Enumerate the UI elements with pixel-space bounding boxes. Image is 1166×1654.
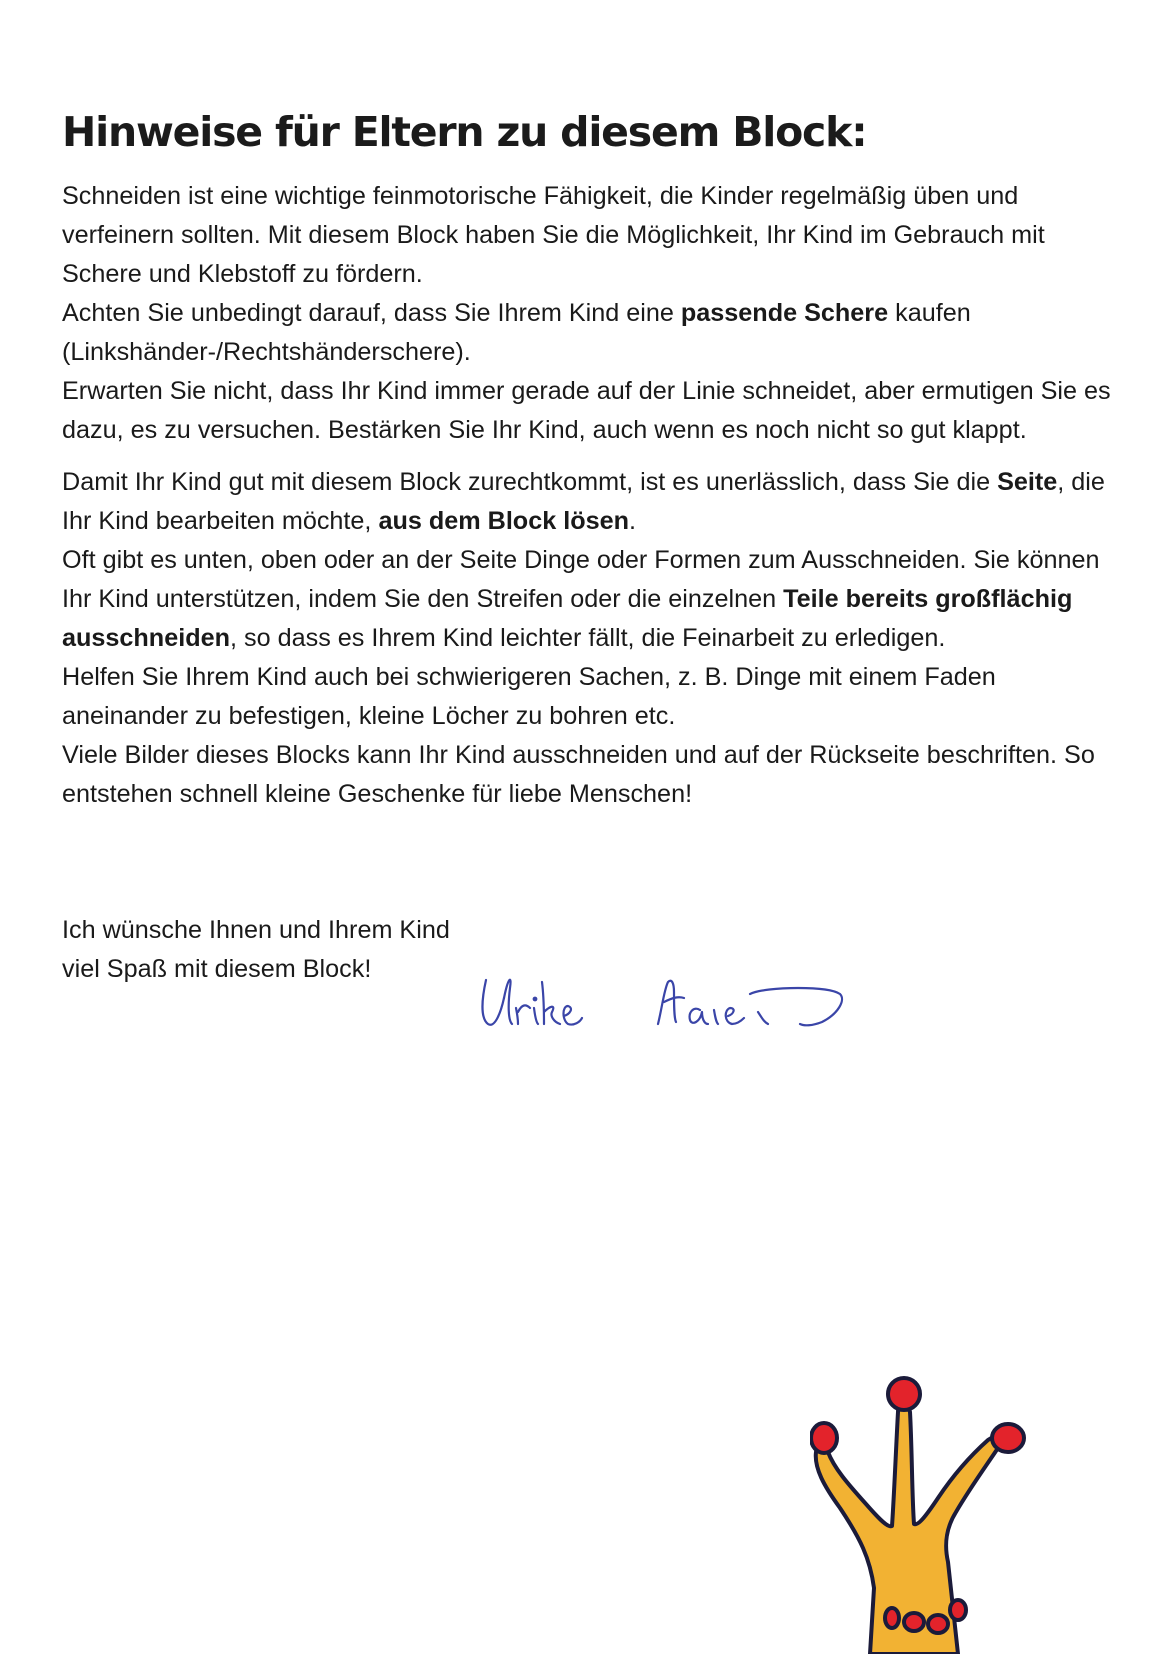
paragraph-detach-page: [62, 463, 1124, 541]
bold-text: aus dem Block lösen: [378, 507, 629, 535]
text-segment: , so dass es Ihrem Kind leichter fällt, die Feinarbeit zu erledigen.: [229, 624, 946, 652]
paragraph-pre-cut: [62, 541, 1124, 658]
text-segment: Oft gibt es unten, oben oder an der Seite Dinge oder Formen zum Ausschneiden. Sie können Ihr Kind unterstützen, indem Sie den Streifen oder die einzelnen: [62, 546, 1100, 613]
intro-text: [62, 177, 1124, 814]
closing-line-2: viel Spaß mit diesem Block!: [62, 955, 372, 983]
text-segment: Damit Ihr Kind gut mit diesem Block zurechtkommt, ist es unerlässlich, dass Sie die: [62, 468, 998, 496]
paragraph-gifts: Viele Bilder dieses Blocks kann Ihr Kind ausschneiden und auf der Rückseite beschriften. So entstehen schnell kleine Geschenke für liebe Menschen!: [62, 741, 1095, 808]
text-segment: , die Ihr Kind bearbeiten möchte,: [62, 468, 1105, 535]
text-segment: kaufen (Linkshänder-/Rechtshänderschere).: [62, 299, 971, 366]
closing-line-1: Ich wünsche Ihnen und Ihrem Kind: [62, 916, 450, 944]
bold-text: Teile bereits großflächig ausschneiden: [62, 585, 1073, 652]
signature-image: [478, 968, 898, 1038]
paragraph-help: Helfen Sie Ihrem Kind auch bei schwierigeren Sachen, z. B. Dinge mit einem Faden aneinander zu befestigen, kleine Löcher zu bohren etc.: [62, 663, 996, 730]
page-title: Hinweise für Eltern zu diesem Block:: [62, 108, 867, 156]
paragraph-cutting-skill: Schneiden ist eine wichtige feinmotorische Fähigkeit, die Kinder regelmäßig üben und verfeinern sollten. Mit diesem Block haben Sie die Möglichkeit, Ihr Kind im Gebrauch mit Schere und Klebstoff zu fördern.: [62, 182, 1045, 288]
paragraph-encourage: Erwarten Sie nicht, dass Ihr Kind immer gerade auf der Linie schneidet, aber ermutigen Sie es dazu, es zu versuchen. Bestärken Sie Ihr Kind, auch wenn es noch nicht so gut klappt.: [62, 377, 1111, 444]
crown-mascot-illustration: [810, 1348, 1100, 1654]
paragraph-scissors: [62, 294, 1124, 372]
text-segment: .: [629, 507, 636, 535]
text-segment: Achten Sie unbedingt darauf, dass Sie Ihrem Kind eine: [62, 299, 681, 327]
bold-text: Seite: [997, 468, 1058, 496]
bold-text: passende Schere: [680, 299, 889, 327]
